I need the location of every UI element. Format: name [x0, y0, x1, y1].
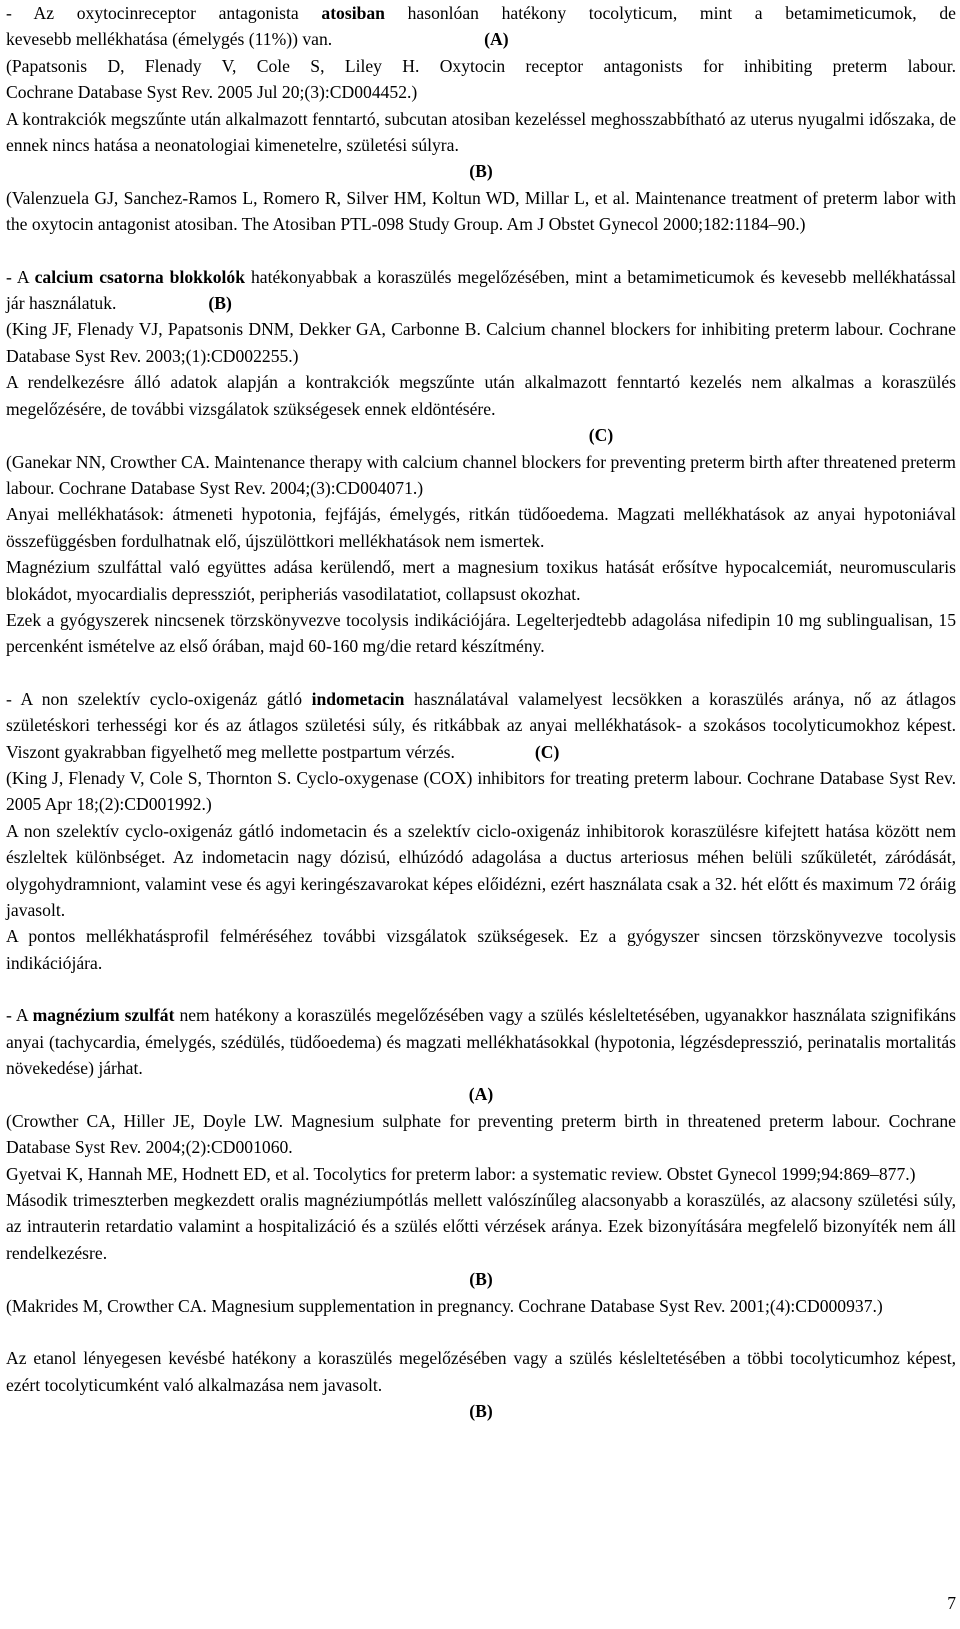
evidence-grade: (C) [588, 425, 614, 446]
atosiban-intro-line2: kevesebb mellékhatása (émelygés (11%)) van. (A) [6, 29, 509, 50]
evidence-grade: (A) [468, 1084, 494, 1105]
reference: (Ganekar NN, Crowther CA. Maintenance therapy with calcium channel blockers for preventing preterm birth after threatened preterm labour. Cochrane Database Syst Rev. 2004;(3):CD004071.) [6, 451, 956, 498]
atosiban-term: atosiban [321, 3, 385, 23]
evidence-grade: (A) [484, 29, 509, 50]
reference: (King J, Flenady V, Cole S, Thornton S. Cyclo-oxygenase (COX) inhibitors for treating preterm labour. Cochrane Database Syst Rev. 2005 Apr 18;(2):CD001992.) [6, 767, 956, 815]
evidence-grade: (B) [208, 293, 232, 314]
magnesium-term: magnézium szulfát [32, 1005, 175, 1026]
paragraph: A pontos mellékhatásprofil felméréséhez további vizsgálatok szükségesek. Ez a gyógyszer sincsen törzskönyvezve tocolysis indikációjára. [6, 926, 956, 973]
evidence-grade: (B) [469, 1400, 493, 1421]
paragraph: A kontrakciók megszűnte után alkalmazott fenntartó, subcutan atosiban kezeléssel meghosszabbítható az uterus nyugalmi időszaka, de ennek nincs hatása a neonatologiai kimenetelre, születési súlyra. [6, 108, 956, 156]
reference-line: (Papatsonis D, Flenady V, Cole S, Liley H. Oxytocin receptor antagonists for inhibiting preterm labour. [6, 55, 956, 76]
calcium-blockers-term: calcium csatorna blokkolók [34, 266, 245, 287]
reference: Gyetvai K, Hannah ME, Hodnett ED, et al. Tocolytics for preterm labor: a systematic review. Obstet Gynecol 1999;94:869–877.) [6, 1163, 916, 1184]
paragraph: Ezek a gyógyszerek nincsenek törzskönyvezve tocolysis indikációjára. Legelterjedtebb adagolása nifedipin 10 mg sublingualisan, 15 percenként ismételve az első órában, majd 60-160 mg/die retard készítmény. [6, 609, 956, 657]
reference: (Crowther CA, Hiller JE, Doyle LW. Magnesium sulphate for preventing preterm birth in threatened preterm labour. Cochrane Database Syst Rev. 2004;(2):CD001060. [6, 1110, 956, 1158]
calcium-blockers-intro: - A calcium csatorna blokkolók hatékonyabbak a koraszülés megelőzésében, mint a betamimeticumok és kevesebb mellékhatással jár használatuk. (B) [6, 266, 957, 314]
magnesium-intro: - A magnézium szulfát nem hatékony a koraszülés megelőzésében vagy a szülés késleltetésében, ugyanakkor használata szignifikáns anyai (tachycardia, émelygés, szédülés, tüdőoedema) és magzati mellékhatásokkal (hypotonia, légzésdepresszió, perinatalis mortalitás növekedése) járhat. [6, 1005, 956, 1079]
ethanol-paragraph: Az etanol lényegesen kevésbé hatékony a koraszülés megelőzésében vagy a szülés késleltetésében a többi tocolyticumhoz képest, ezért tocolyticumként való alkalmazása nem javasolt. [6, 1348, 956, 1395]
evidence-grade: (B) [469, 1269, 493, 1290]
paragraph: A rendelkezésre álló adatok alapján a kontrakciók megszűnte után alkalmazott fenntartó kezelés nem alkalmas a koraszülés megelőzésére, de további vizsgálatok szükségesek ennek eldöntésére. [6, 372, 956, 419]
paragraph: Magnézium szulfáttal való együttes adása kerülendő, mert a magnesium toxikus hatását erősítve hypocalcemiát, neuromuscularis blokádot, myocardialis depressziót, peripheriás vasodilatatiot, collapsust okozhat. [6, 557, 956, 604]
atosiban-intro-line1: - Az oxytocinreceptor antagonista atosiban hasonlóan hatékony tocolyticum, mint a betamimeticumok, de [6, 3, 956, 23]
indometacin-term: indometacin [311, 688, 405, 709]
document-page [6, 0, 956, 1424]
paragraph: A non szelektív cyclo-oxigenáz gátló indometacin és a szelektív ciclo-oxigenáz inhibitorok koraszülésre kifejtett hatása között nem észleltek különbséget. Az indometacin nagy dózisú, elhúzódó adagolása a ductus arteriosus méhen belüli szűkületét, záródását, olygohydramniont, valamint vese és agyi keringészavarokat képes előidézni, ezért használata csak a 32. hét előtt és maximum 72 óráig javasolt. [6, 820, 956, 920]
reference: (Makrides M, Crowther CA. Magnesium supplementation in pregnancy. Cochrane Database Syst Rev. 2001;(4):CD000937.) [6, 1295, 883, 1316]
page-number: 7 [947, 1593, 956, 1613]
reference: (King JF, Flenady VJ, Papatsonis DNM, Dekker GA, Carbonne B. Calcium channel blockers for inhibiting preterm labour. Cochrane Database Syst Rev. 2003;(1):CD002255.) [6, 319, 956, 366]
indometacin-intro: - A non szelektív cyclo-oxigenáz gátló indometacin használatával valamelyest lecsökken a koraszülés aránya, nő az átlagos születéskori terhességi kor és az átlagos születési súly, és ritkábbak az anyai mellékhatások- a szokásos tocolyticumokhoz képest. Viszont gyakrabban figyelhető meg mellette postpartum vérzés. (C) [6, 688, 957, 762]
reference-line: Cochrane Database Syst Rev. 2005 Jul 20;(3):CD004452.) [6, 82, 418, 103]
paragraph: Második trimeszterben megkezdett oralis magnéziumpótlás mellett valószínűleg alacsonyabb a koraszülés, az alacsony születési súly, az intrauterin retardatio valamint a hospitalizáció és a szülés előtti vérzések aránya. Ezek bizonyítására megfelelő bizonyíték nem áll rendelkezésre. [6, 1190, 956, 1263]
paragraph: Anyai mellékhatások: átmeneti hypotonia, fejfájás, émelygés, ritkán tüdőoedema. Magzati mellékhatások az anyai hypotoniával összefüggésben fordulhatnak elő, újszülöttkori mellékhatások nem ismertek. [6, 504, 956, 551]
evidence-grade: (C) [534, 741, 560, 762]
evidence-grade: (B) [469, 161, 493, 182]
reference: (Valenzuela GJ, Sanchez-Ramos L, Romero R, Silver HM, Koltun WD, Millar L, et al. Maintenance treatment of preterm labor with the oxytocin antagonist atosiban. The Atosiban PTL-098 Study Group. Am J Obstet Gynecol 2000;182:1184–90.) [6, 187, 956, 235]
